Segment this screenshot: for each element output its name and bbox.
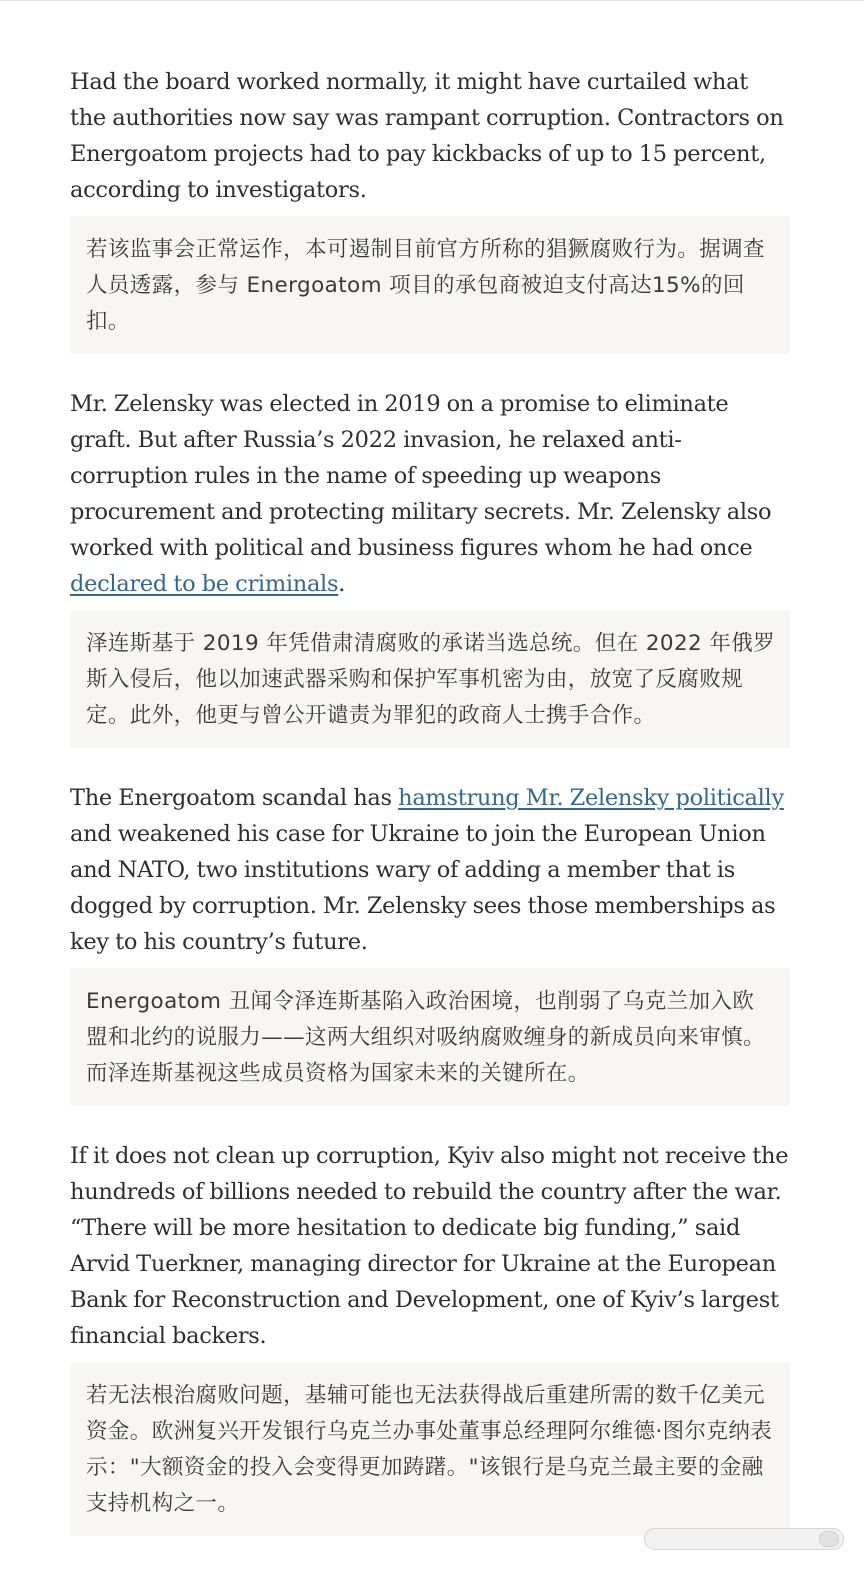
paragraph-en-4 [70, 1138, 790, 1354]
article-body [70, 64, 790, 1536]
watermark-pill-decoration [634, 1526, 844, 1552]
link-hamstrung-zelensky-politically[interactable]: hamstrung Mr. Zelensky politically [398, 785, 784, 811]
translation-block-3 [70, 968, 790, 1106]
translation-text-2: 泽连斯基于 2019 年凭借肃清腐败的承诺当选总统。但在 2022 年俄罗斯入侵后，他以加速武器采购和保护军事机密为由，放宽了反腐败规定。此外，他更与曾公开谴责为罪犯的政商人士携手合作。 [86, 631, 776, 728]
watermark-pill [644, 1528, 844, 1550]
paragraph-en-2 [70, 386, 790, 602]
paragraph-en-3 [70, 780, 790, 960]
paragraph-en-3-after: and weakened his case for Ukraine to join the European Union and NATO, two institutions wary of adding a member that is dogged by corruption. Mr. Zelensky sees those memberships as key to his country’s future. [70, 821, 776, 955]
translation-text-3: Energoatom 丑闻令泽连斯基陷入政治困境，也削弱了乌克兰加入欧盟和北约的说服力——这两大组织对吸纳腐败缠身的新成员向来审慎。而泽连斯基视这些成员资格为国家未来的关键所在。 [86, 989, 765, 1086]
translation-text-4: 若无法根治腐败问题，基辅可能也无法获得战后重建所需的数千亿美元资金。欧洲复兴开发银行乌克兰办事处董事总经理阿尔维德·图尔克纳表示："大额资金的投入会变得更加踌躇。"该银行是乌克兰最主要的金融支持机构之一。 [86, 1383, 773, 1516]
paragraph-en-2-after: . [338, 571, 346, 597]
link-declared-to-be-criminals[interactable]: declared to be criminals [70, 571, 339, 597]
translation-block-2 [70, 610, 790, 748]
watermark-knob [819, 1531, 839, 1547]
paragraph-en-2-before: Mr. Zelensky was elected in 2019 on a promise to eliminate graft. But after Russia’s 2022 invasion, he relaxed anti-corruption rules in the name of speeding up weapons procurement and protecting military secrets. Mr. Zelensky also worked with political and business figures whom he had once [70, 391, 772, 561]
translation-text-1: 若该监事会正常运作，本可遏制目前官方所称的猖獗腐败行为。据调查人员透露，参与 Energoatom 项目的承包商被迫支付高达15%的回扣。 [86, 237, 765, 334]
top-divider [0, 0, 864, 4]
paragraph-en-1-text: Had the board worked normally, it might have curtailed what the authorities now say was rampant corruption. Contractors on Energoatom projects had to pay kickbacks of up to 15 percent, according to investigators. [70, 69, 784, 203]
translation-block-4 [70, 1362, 790, 1536]
paragraph-en-1 [70, 64, 790, 208]
paragraph-en-4-text: If it does not clean up corruption, Kyiv also might not receive the hundreds of billions needed to rebuild the country after the war. “There will be more hesitation to dedicate big funding,” said Arvid Tuerkner, managing director for Ukraine at the European Bank for Reconstruction and Development, one of Kyiv’s largest financial backers. [70, 1143, 789, 1349]
paragraph-en-3-before: The Energoatom scandal has [70, 785, 399, 811]
translation-block-1 [70, 216, 790, 354]
